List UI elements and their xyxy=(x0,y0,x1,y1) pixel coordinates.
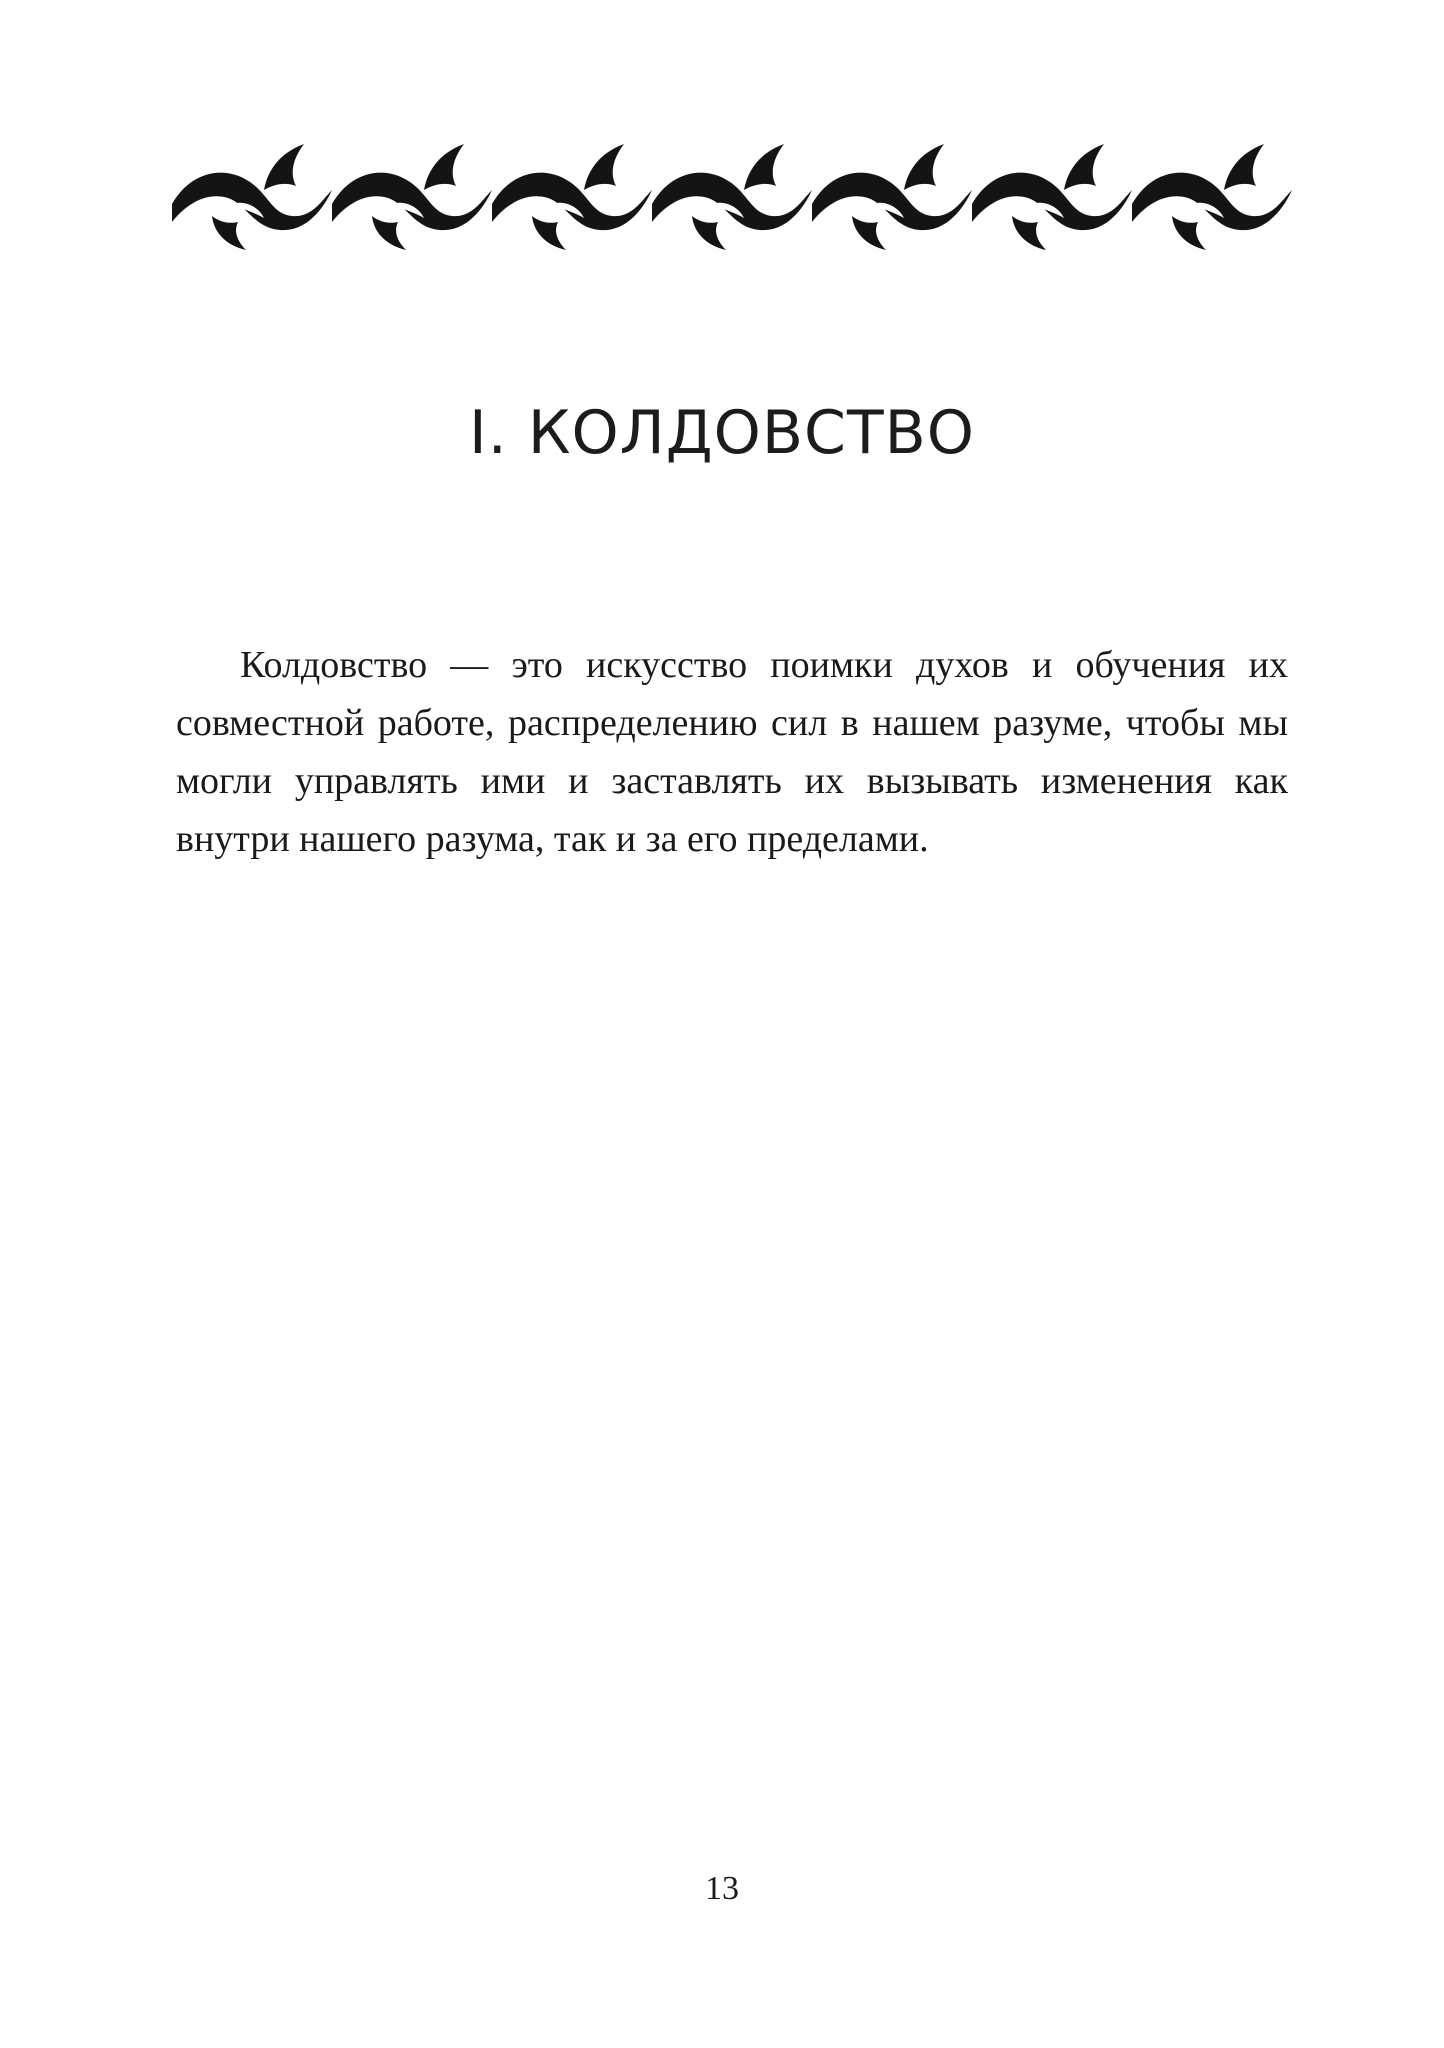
page-number: 13 xyxy=(705,1870,739,1907)
chapter-title: I. КОЛДОВСТВО xyxy=(469,398,975,468)
body-paragraph: Колдовство — это искусство поимки духов и обучения их совместной работе, распределению сил в нашем разуме, чтобы мы могли управлять ими и заставлять их вызывать изменения как внутри нашего разума, так и за его пределами. xyxy=(176,644,1288,860)
decorative-ornament-band xyxy=(172,142,1292,252)
